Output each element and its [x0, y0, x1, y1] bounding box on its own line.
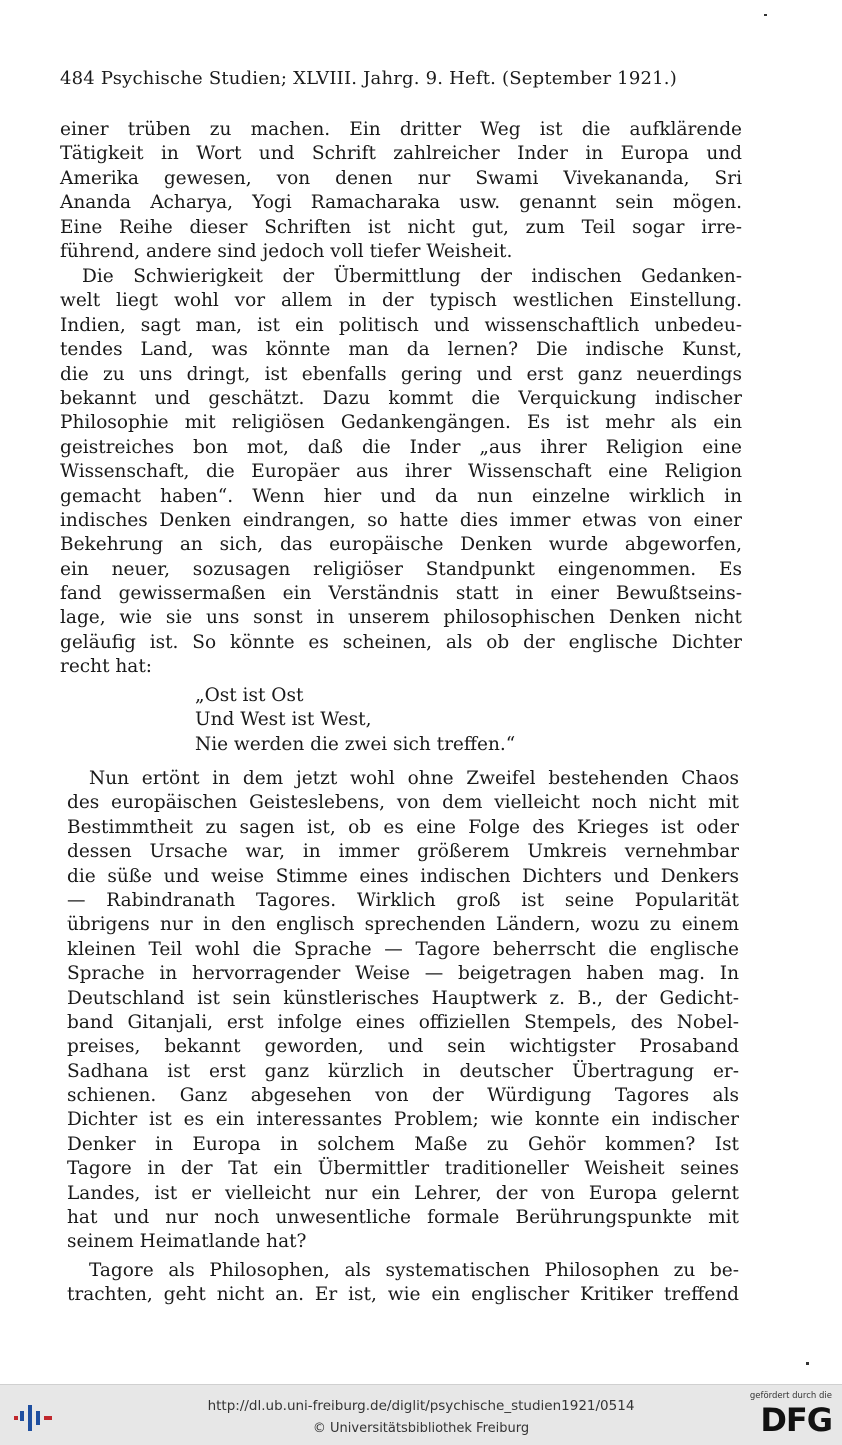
text-line: Ananda Acharya, Yogi Ramacharaka usw. genannt sein mögen. — [60, 192, 742, 214]
text-line: übrigens nur in den englisch sprechenden Ländern, wozu zu einem — [67, 914, 739, 936]
text-line: gemacht haben“. Wenn hier und da nun einzelne wirklich in — [60, 485, 742, 507]
text-line: Deutschland ist sein künstlerisches Hauptwerk z. B., der Gedicht- — [67, 987, 739, 1009]
text-line: Indien, sagt man, ist ein politisch und wissenschaftlich unbedeu- — [60, 314, 742, 336]
text-line: recht hat: — [60, 656, 152, 678]
text-line: die zu uns dringt, ist ebenfalls gering und erst ganz neuerdings — [60, 363, 742, 385]
scan-speck — [806, 1362, 809, 1365]
paragraph-2 — [60, 265, 742, 680]
poem-line: Nie werden die zwei sich treffen.“ — [195, 733, 516, 755]
text-line: Sadhana ist erst ganz kürzlich in deutscher Übertragung er- — [67, 1060, 739, 1082]
text-line: Bestimmtheit zu sagen ist, ob es eine Folge des Krieges ist oder — [67, 816, 739, 838]
text-line: preises, bekannt geworden, und sein wichtigster Prosaband — [67, 1036, 739, 1058]
paragraph-3 — [67, 767, 739, 1255]
scan-speck — [764, 14, 767, 16]
copyright-notice: © Universitätsbibliothek Freiburg — [312, 1421, 530, 1436]
text-line: des europäischen Geisteslebens, von dem vielleicht noch nicht mit — [67, 792, 739, 814]
text-line: — Rabindranath Tagores. Wirklich groß ist seine Popularität — [67, 889, 739, 911]
text-line: bekannt und geschätzt. Dazu kommt die Verquickung indischer — [60, 387, 742, 409]
viewer-footer — [0, 1384, 842, 1445]
poem-line: Und West ist West, — [195, 709, 372, 731]
text-line: trachten, geht nicht an. Er ist, wie ein englischer Kritiker treffend — [67, 1284, 739, 1306]
text-line: Tagore in der Tat ein Übermittler traditioneller Weisheit seines — [67, 1158, 739, 1180]
text-line: Sprache in hervorragender Weise — beigetragen haben mag. In — [67, 963, 739, 985]
text-line: Landes, ist er vielleicht nur ein Lehrer, der von Europa gelernt — [67, 1182, 739, 1204]
text-line: schienen. Ganz abgesehen von der Würdigung Tagores als — [67, 1085, 739, 1107]
text-line: Die Schwierigkeit der Übermittlung der indischen Gedanken- — [82, 266, 742, 287]
text-line: fand gewissermaßen ein Verständnis statt in einer Bewußtseins- — [60, 583, 742, 605]
text-line: indisches Denken eindrangen, so hatte dies immer etwas von einer — [60, 509, 742, 531]
text-line: Tätigkeit in Wort und Schrift zahlreicher Inder in Europa und — [60, 143, 742, 165]
text-line: geistreiches bon mot, daß die Inder „aus ihrer Religion eine — [60, 436, 742, 458]
text-line: Amerika gewesen, von denen nur Swami Vivekananda, Sri — [60, 167, 742, 189]
dfg-logo: DFG — [760, 1401, 832, 1439]
text-line: Denker in Europa in solchem Maße zu Gehör kommen? Ist — [67, 1133, 739, 1155]
poem-quote — [195, 684, 515, 757]
text-line: tendes Land, was könnte man da lernen? Die indische Kunst, — [60, 339, 742, 361]
text-line: band Gitanjali, erst infolge eines offiziellen Stempels, des Nobel- — [67, 1011, 739, 1033]
text-line: lage, wie sie uns sonst in unserem philosophischen Denken nicht — [60, 607, 742, 629]
paragraph-1 — [60, 118, 742, 264]
funding-caption: gefördert durch die — [749, 1391, 832, 1401]
text-line: Eine Reihe dieser Schriften ist nicht gut, zum Teil sogar irre- — [60, 216, 742, 238]
text-line: dessen Ursache war, in immer größerem Umkreis vernehmbar — [67, 841, 739, 863]
text-line: Tagore als Philosophen, als systematischen Philosophen zu be- — [89, 1260, 739, 1281]
text-line: die süße und weise Stimme eines indischen Dichters und Denkers — [67, 865, 739, 887]
text-line: Dichter ist es ein interessantes Problem; wie konnte ein indischer — [67, 1109, 739, 1131]
text-line: hat und nur noch unwesentliche formale Berührungspunkte mit — [67, 1207, 739, 1229]
text-line: Philosophie mit religiösen Gedankengängen. Es ist mehr als ein — [60, 412, 742, 434]
text-line: kleinen Teil wohl die Sprache — Tagore beherrscht die englische — [67, 938, 739, 960]
text-line: ein neuer, sozusagen religiöser Standpunkt eingenommen. Es — [60, 558, 742, 580]
text-line: Wissenschaft, die Europäer aus ihrer Wissenschaft eine Religion — [60, 461, 742, 483]
permalink-url[interactable]: http://dl.ub.uni-freiburg.de/diglit/psychische_studien1921/0514 — [207, 1398, 635, 1414]
text-line: führend, andere sind jedoch voll tiefer Weisheit. — [60, 240, 513, 262]
text-line: seinem Heimatlande hat? — [67, 1231, 307, 1253]
text-line: welt liegt wohl vor allem in der typisch westlichen Einstellung. — [60, 290, 742, 312]
text-line: Nun ertönt in dem jetzt wohl ohne Zweifel bestehenden Chaos — [89, 768, 739, 789]
paragraph-4 — [67, 1259, 739, 1308]
text-line: geläufig ist. So könnte es scheinen, als ob der englische Dichter — [60, 631, 742, 653]
text-line: Bekehrung an sich, das europäische Denken wurde abgeworfen, — [60, 534, 742, 556]
poem-line: „Ost ist Ost — [195, 685, 304, 706]
running-head: 484 Psychische Studien; XLVIII. Jahrg. 9. Heft. (September 1921.) — [60, 68, 677, 89]
text-line: einer trüben zu machen. Ein dritter Weg ist die aufklärende — [60, 119, 742, 140]
